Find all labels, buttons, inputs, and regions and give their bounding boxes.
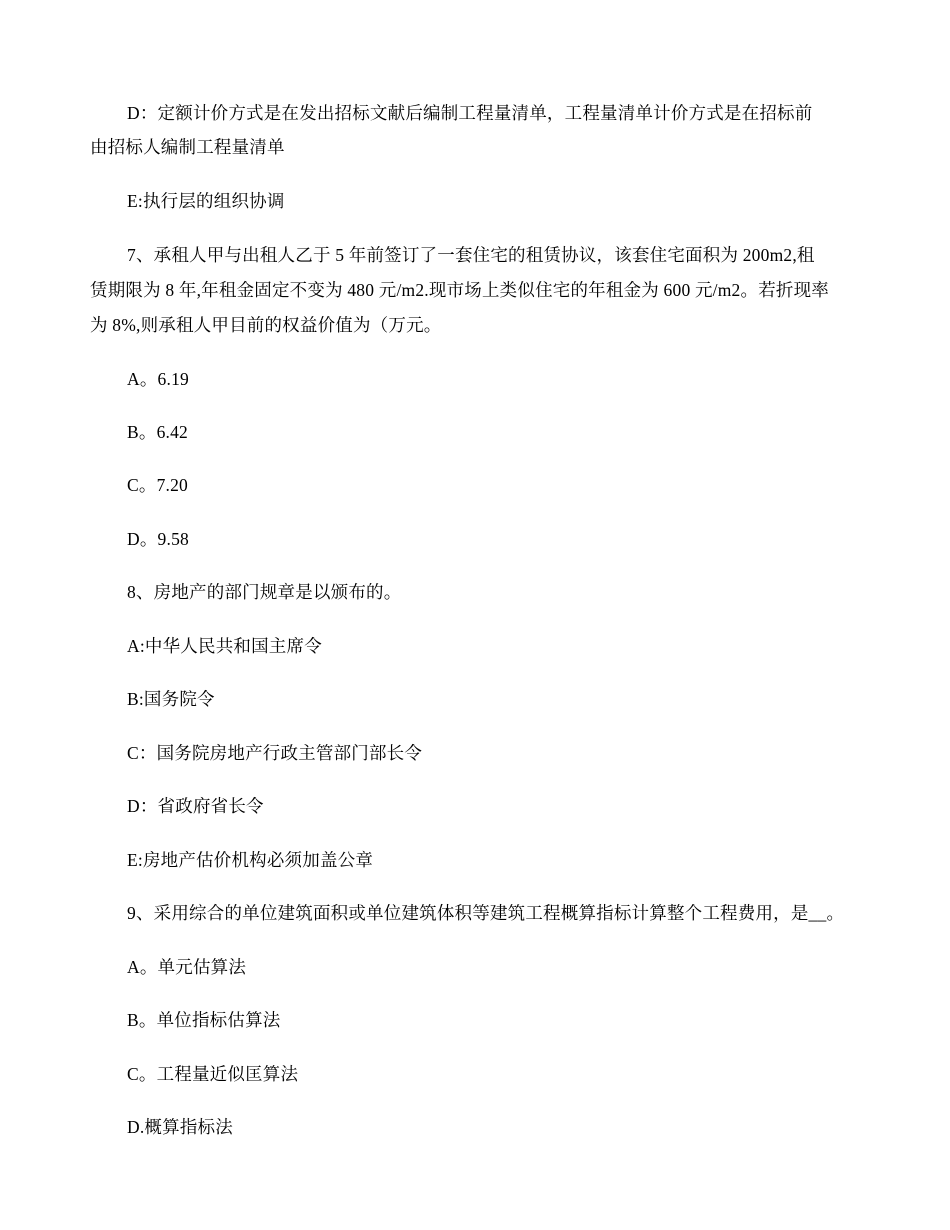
question-8-option-c: C：国务院房地产行政主管部门部长令 [127,743,423,763]
question-7-option-c: C。7.20 [127,475,188,495]
question-8-option-e: E:房地产估价机构必须加盖公章 [127,850,374,870]
question-7-line-1: 7、承租人甲与出租人乙于 5 年前签订了一套住宅的租赁协议，该套住宅面积为 200m2,租 [127,245,815,265]
question-8-text: 8、房地产的部门规章是以颁布的。 [127,582,402,602]
question-7-option-b: B。6.42 [127,422,188,442]
question-7-option-d: D。9.58 [127,529,189,549]
question-8-option-a: A:中华人民共和国主席令 [127,636,322,656]
question-8-option-d: D：省政府省长令 [127,796,264,816]
option-d-line-1: D：定额计价方式是在发出招标文献后编制工程量清单，工程量清单计价方式是在招标前 [127,103,813,123]
question-9-option-a: A。单元估算法 [127,957,247,977]
question-9-option-b: B。单位指标估算法 [127,1010,281,1030]
question-7-line-3: 为 8%,则承租人甲目前的权益价值为（万元。 [90,315,442,335]
option-d-line-2: 由招标人编制工程量清单 [90,137,285,157]
question-8-option-b: B:国务院令 [127,689,215,709]
question-9-option-d: D.概算指标法 [127,1117,233,1137]
question-7-line-2: 赁期限为 8 年,年租金固定不变为 480 元/m2.现市场上类似住宅的年租金为 600 元/m2。若折现率 [90,280,829,300]
question-9-option-c: C。工程量近似匡算法 [127,1064,299,1084]
option-e-text: E:执行层的组织协调 [127,191,285,211]
question-9-text: 9、采用综合的单位建筑面积或单位建筑体积等建筑工程概算指标计算整个工程费用，是__。 [127,903,845,923]
question-7-option-a: A。6.19 [127,369,189,389]
